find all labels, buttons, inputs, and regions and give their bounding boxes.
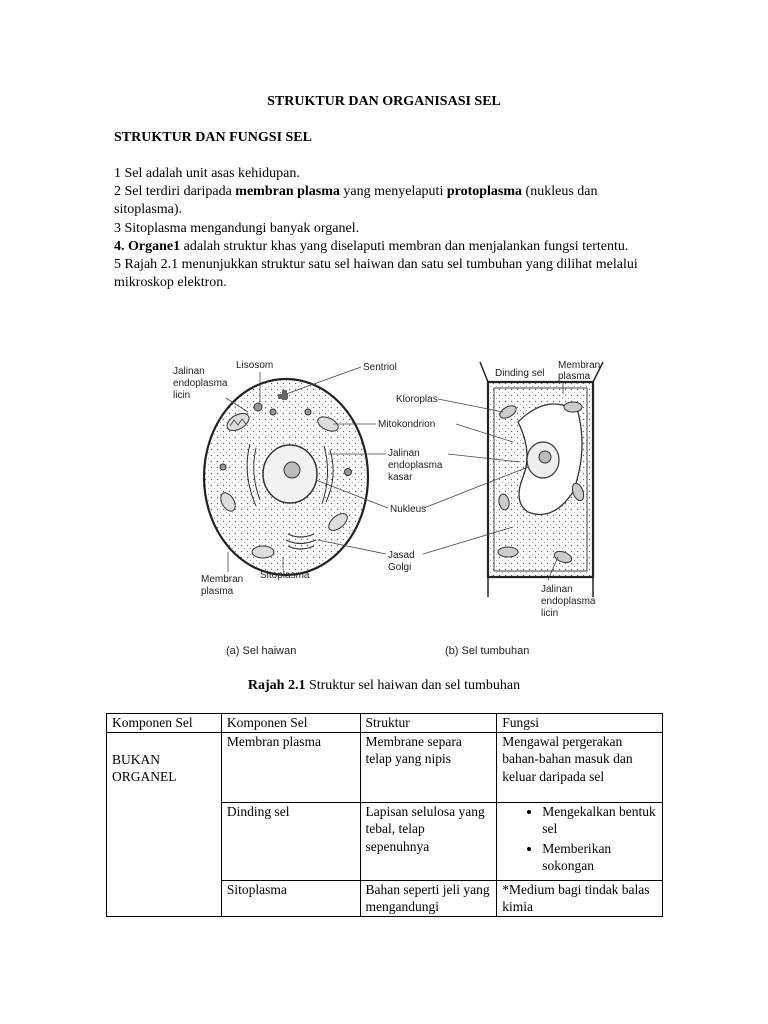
component-cell: Dinding sel (221, 802, 360, 880)
structure-cell: Membrane separa telap yang nipis (360, 732, 497, 802)
paragraph-5: 5 Rajah 2.1 menunjukkan struktur satu sel haiwan dan satu sel tumbuhan yang dilihat melalui mikroskop elektron. (114, 257, 638, 291)
cell-diagram-svg (168, 352, 628, 662)
function-list (502, 803, 657, 875)
figure-caption: Rajah 2.1 Struktur sel haiwan dan sel tumbuhan (247, 678, 521, 693)
subcaption-animal: (a) Sel haiwan (226, 645, 297, 657)
paragraph-3: 3 Sitoplasma mengandungi banyak organel. (114, 220, 360, 236)
section-title: STRUKTUR DAN FUNGSI SEL (114, 130, 312, 145)
paragraphs (114, 165, 654, 292)
label-membran-plasma-b: Membran plasma (558, 360, 601, 382)
subcaption-plant: (b) Sel tumbuhan (445, 645, 530, 657)
structure-cell: Bahan seperti jeli yang mengandungi (360, 880, 497, 916)
plant-cell (480, 362, 603, 597)
table-header: Komponen Sel (107, 714, 222, 733)
group-cell (107, 732, 222, 916)
label-dinding-sel: Dinding sel (495, 368, 545, 379)
label-jalinan-licin-a: Jalinan endoplasma licin (173, 366, 228, 401)
paragraph-2: 2 Sel terdiri daripada membran plasma yang menyelaputi protoplasma (nukleus dan sitoplasma). (114, 184, 598, 218)
table-header: Fungsi (497, 714, 663, 733)
paragraph-1: 1 Sel adalah unit asas kehidupan. (114, 166, 300, 181)
table-header-row (107, 714, 663, 733)
cell-components-table (106, 713, 663, 917)
label-mitokondrion: Mitokondrion (378, 419, 436, 430)
label-sitoplasma: Sitoplasma (260, 570, 310, 581)
structure-cell: Lapisan selulosa yang tebal, telap sepenuhnya (360, 802, 497, 880)
paragraph-4: 4. Organe1 adalah struktur khas yang diselaputi membran dan menjalankan fungsi tertentu. (114, 238, 629, 254)
table-header: Komponen Sel (221, 714, 360, 733)
label-jasad-golgi: Jasad Golgi (388, 550, 415, 573)
label-lisosom: Lisosom (236, 360, 274, 371)
group-label: BUKAN ORGANEL (112, 751, 177, 784)
label-kloroplas: Kloroplas (396, 394, 438, 405)
function-bullet: • Mengekalkan bentuk sel (542, 803, 657, 838)
label-membran-plasma-a: Membran plasma (201, 574, 244, 597)
function-bullet: • Memberikan sokongan (542, 840, 657, 875)
component-cell: Membran plasma (221, 732, 360, 802)
function-cell (497, 802, 663, 880)
label-nukleus: Nukleus (390, 504, 427, 515)
label-jalinan-kasar: Jalinan endoplasma kasar (388, 448, 443, 483)
function-cell: Mengawal pergerakan bahan-bahan masuk dan keluar daripada sel (497, 732, 663, 802)
component-cell: Sitoplasma (221, 880, 360, 916)
label-sentriol: Sentriol (363, 362, 397, 373)
label-jalinan-licin-b: Jalinan endoplasma licin (541, 584, 596, 619)
cell-diagram (168, 352, 628, 662)
table-row (107, 732, 663, 802)
table-header: Struktur (360, 714, 497, 733)
function-cell: *Medium bagi tindak balas kimia (497, 880, 663, 916)
page-title: STRUKTUR DAN ORGANISASI SEL (267, 94, 501, 109)
sub-captions (226, 645, 529, 657)
